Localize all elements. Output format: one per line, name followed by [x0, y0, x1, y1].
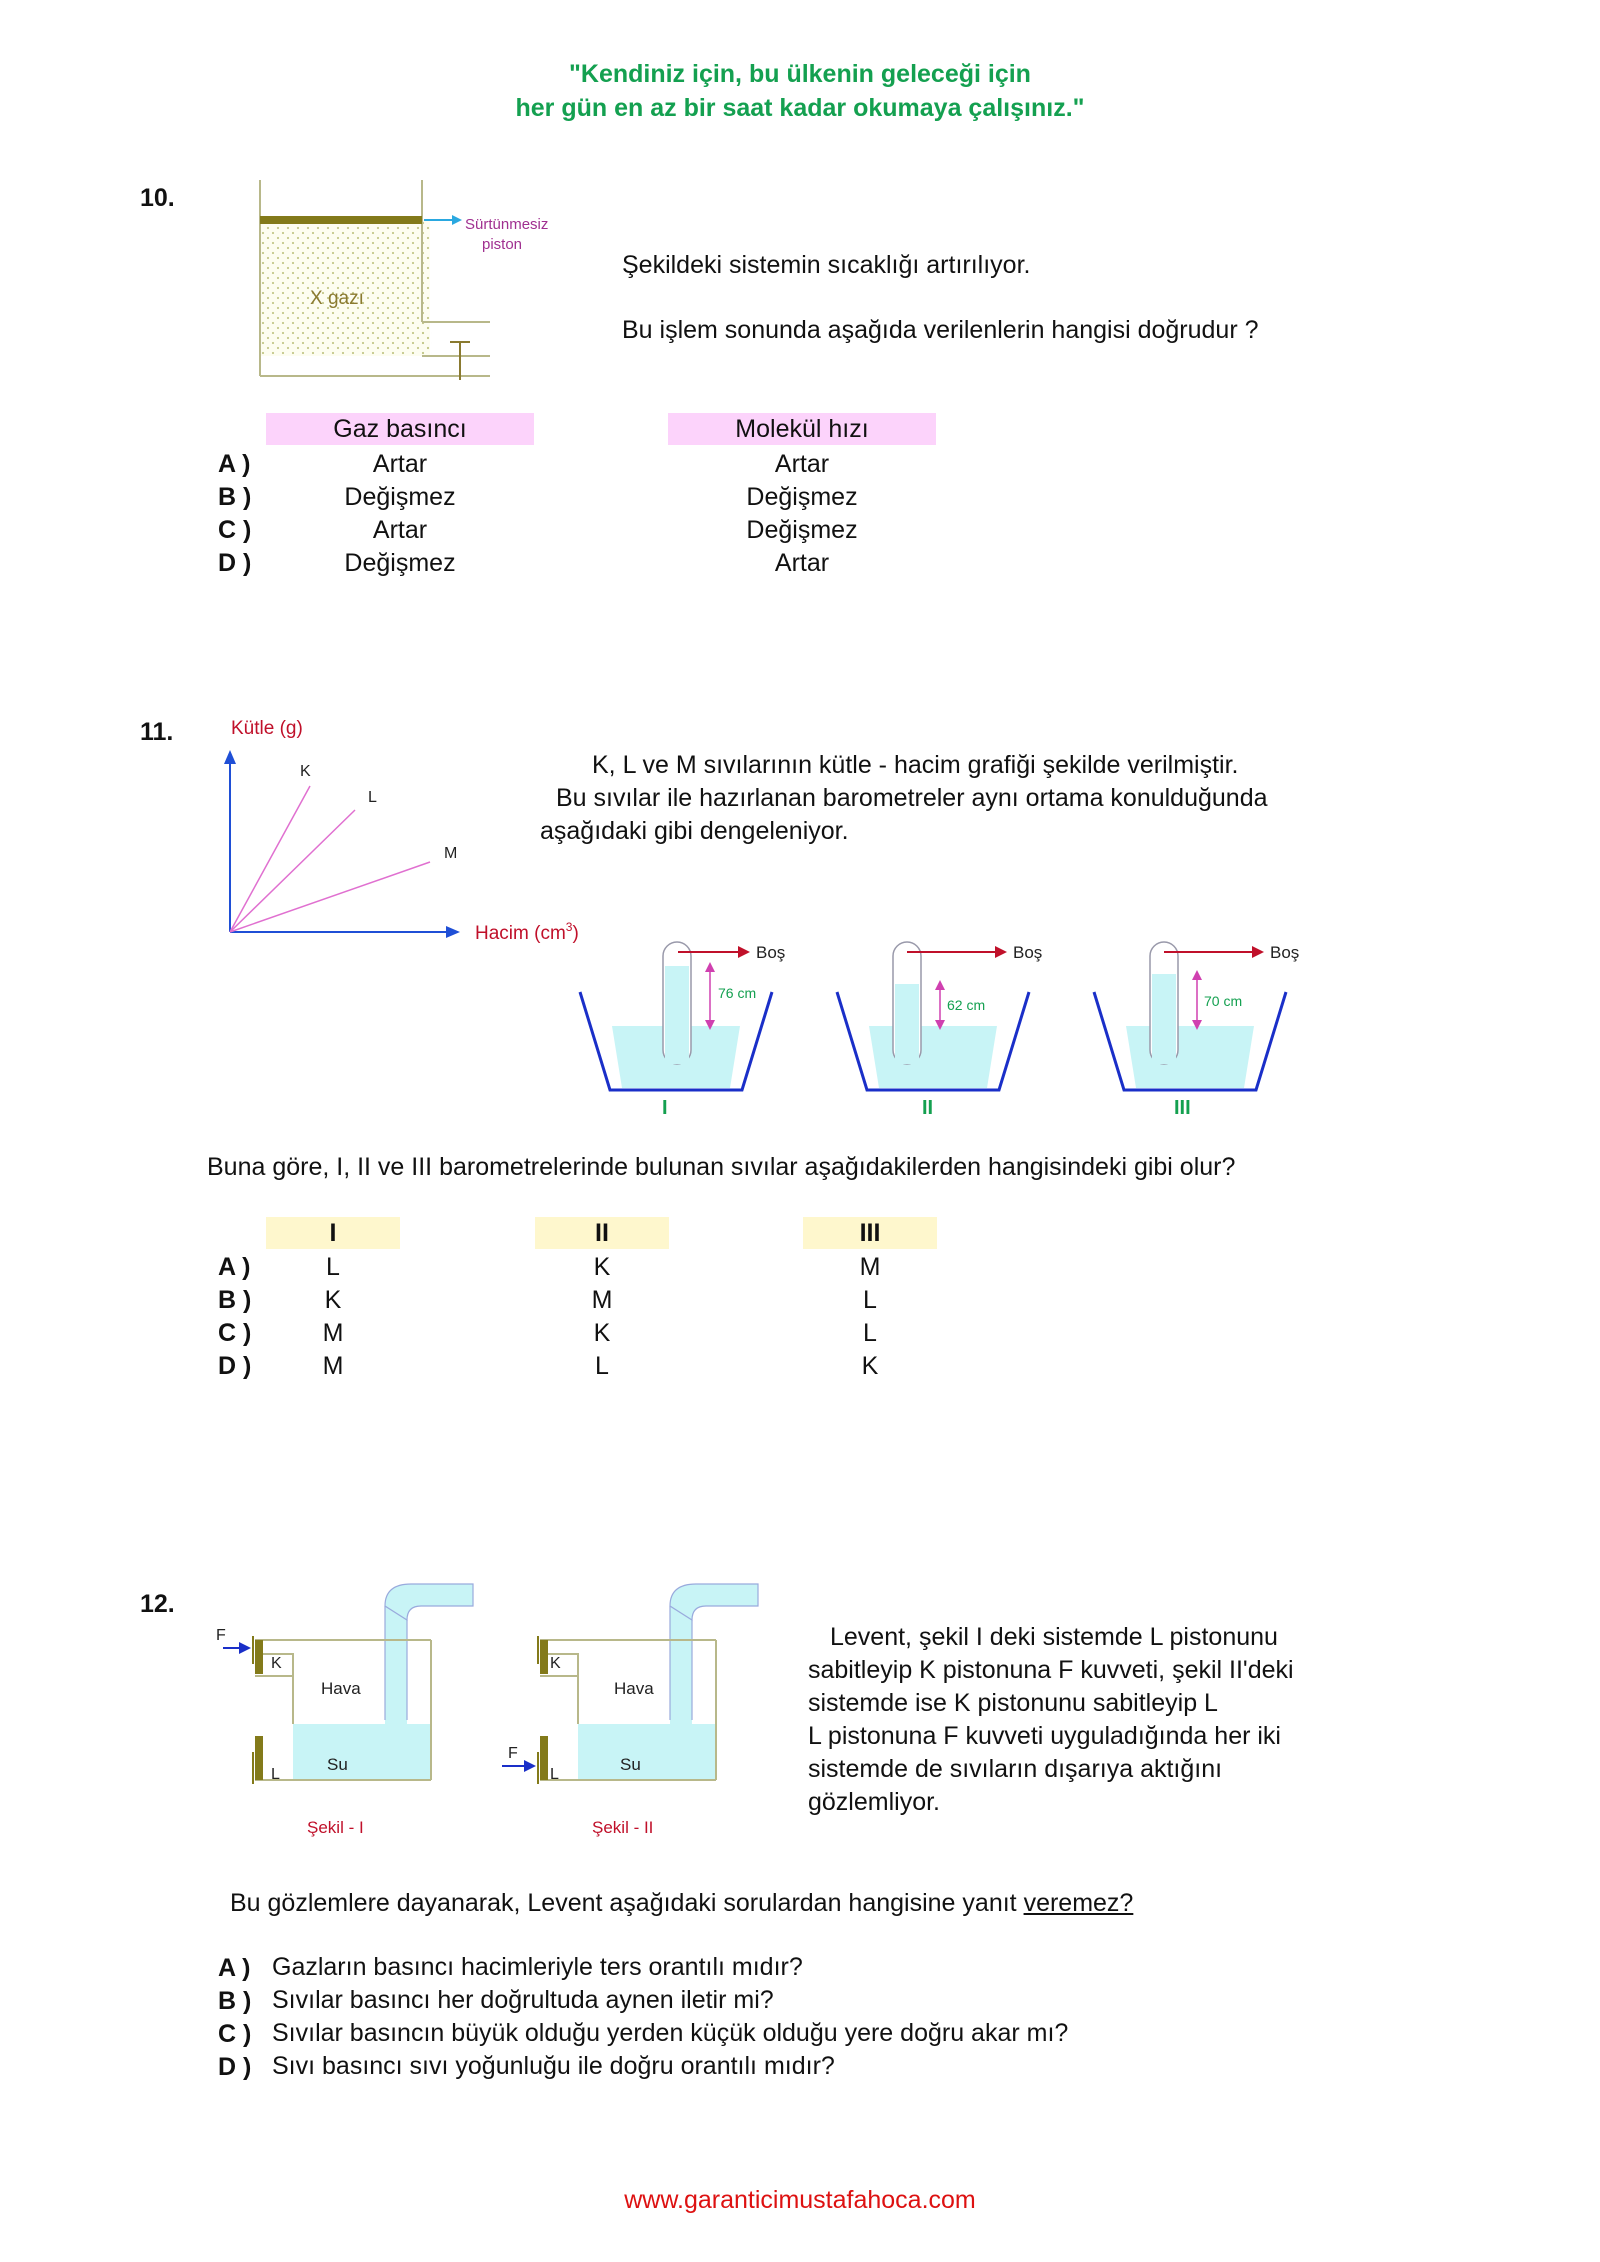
- q12-option-d-text: Sıvı basıncı sıvı yoğunluğu ile doğru orantılı mıdır?: [272, 2052, 835, 2080]
- svg-text:F: F: [216, 1627, 226, 1644]
- gas-label: X gazı: [310, 288, 364, 309]
- force-arrow-icon: [524, 1760, 536, 1772]
- q11-option-c-ii: K: [593, 1319, 611, 1347]
- q11-option-b-iii: L: [863, 1286, 877, 1314]
- q11-option-b-ii: M: [591, 1286, 613, 1314]
- question-12-number: 12.: [140, 1590, 175, 1618]
- graph-x-label: Hacim $(cm^3)$: [475, 920, 579, 944]
- svg-text:Boş: Boş: [1270, 943, 1300, 962]
- force-arrow-icon: [239, 1642, 251, 1654]
- q11-option-b-i: K: [324, 1286, 342, 1314]
- q11-option-a-label[interactable]: A ): [218, 1253, 251, 1281]
- q12-option-c-text: Sıvılar basıncın büyük olduğu yerden küçük olduğu yere doğru akar mı?: [272, 2019, 1069, 2047]
- sekil-2-figure: [490, 1580, 790, 1850]
- svg-text:Boş: Boş: [756, 943, 786, 962]
- q10-option-a-label[interactable]: A ): [218, 450, 251, 478]
- q12-question-underlined: veremez?: [1023, 1889, 1134, 1917]
- q12-text-line-1: Levent, şekil I deki sistemde L pistonunu: [830, 1623, 1278, 1651]
- graph-line-k: [230, 786, 310, 932]
- q10-header-speed: Molekül hızı: [668, 413, 936, 445]
- q12-text-line-6: gözlemliyor.: [808, 1788, 940, 1816]
- svg-text:I: I: [662, 1097, 668, 1119]
- barometer-2: [837, 942, 1042, 1119]
- piston-label-2: piston: [482, 236, 523, 253]
- q11-text-1: K, L ve M sıvılarının kütle - hacim grafiği şekilde verilmiştir.: [592, 751, 1239, 779]
- q11-option-a-iii: M: [859, 1253, 881, 1281]
- footer-website-link[interactable]: www.garanticimustafahoca.com: [624, 2186, 976, 2214]
- svg-text:III: III: [1174, 1097, 1191, 1119]
- piston-l: [255, 1736, 263, 1780]
- q10-option-b-speed: Değişmez: [746, 483, 858, 511]
- q10-option-b-pressure: Değişmez: [344, 483, 456, 511]
- svg-text:76 cm: 76 cm: [718, 985, 757, 1001]
- barometer-1: [580, 942, 785, 1119]
- sekil-1-figure: [205, 1580, 505, 1850]
- piston-k: [540, 1640, 548, 1674]
- q10-option-c-speed: Değişmez: [746, 516, 858, 544]
- svg-text:70 cm: 70 cm: [1204, 993, 1243, 1009]
- q12-option-d-label[interactable]: D ): [218, 2053, 252, 2081]
- motto-line-2: her gün en az bir saat kadar okumaya çalışınız.": [515, 94, 1085, 122]
- y-axis-arrow-icon: [224, 750, 236, 764]
- q11-text-3: aşağıdaki gibi dengeleniyor.: [540, 817, 849, 845]
- svg-text:K: K: [271, 1655, 282, 1672]
- q10-header-pressure: Gaz basıncı: [266, 413, 534, 445]
- question-11-number: 11.: [140, 718, 174, 746]
- q12-text-line-3: sistemde ise K pistonunu sabitleyip L: [808, 1689, 1218, 1717]
- q10-option-c-label[interactable]: C ): [218, 516, 252, 544]
- svg-text:F: F: [508, 1745, 518, 1762]
- svg-text:K: K: [550, 1655, 561, 1672]
- svg-text:Hava: Hava: [614, 1679, 654, 1698]
- barometers-figure: [570, 930, 1300, 1130]
- piston-k: [255, 1640, 263, 1674]
- q12-option-b-label[interactable]: B ): [218, 1987, 252, 2015]
- q11-text-2: Bu sıvılar ile hazırlanan barometreler aynı ortama konulduğunda: [556, 784, 1268, 812]
- q12-text-line-4: L pistonuna F kuvveti uyguladığında her iki: [808, 1722, 1281, 1750]
- svg-text:62 cm: 62 cm: [947, 997, 986, 1013]
- q11-header-i: I: [266, 1217, 400, 1249]
- svg-text:Şekil - II: Şekil - II: [592, 1818, 654, 1837]
- q12-text-line-2: sabitleyip K pistonuna F kuvveti, şekil II'deki: [808, 1656, 1294, 1684]
- graph-y-label: Kütle (g): [231, 718, 303, 739]
- q12-text-line-5: sistemde de sıvıların dışarıya aktığını: [808, 1755, 1223, 1783]
- q11-option-d-ii: L: [595, 1352, 609, 1380]
- q11-header-iii: III: [803, 1217, 937, 1249]
- piston-bar: [260, 216, 422, 224]
- motto-line-1: "Kendiniz için, bu ülkenin geleceği için: [569, 60, 1031, 88]
- svg-text:Boş: Boş: [1013, 943, 1043, 962]
- x-axis-arrow-icon: [446, 926, 460, 938]
- graph-line-l: [230, 810, 355, 932]
- svg-text:L: L: [271, 1766, 280, 1783]
- graph-label-m: M: [444, 845, 458, 862]
- q11-option-c-iii: L: [863, 1319, 877, 1347]
- outlet-pipe: [385, 1584, 473, 1620]
- q10-text-2: Bu işlem sonunda aşağıda verilenlerin hangisi doğrudur ?: [622, 316, 1259, 344]
- q11-option-a-ii: K: [593, 1253, 611, 1281]
- piston-l: [540, 1736, 548, 1780]
- q11-option-d-label[interactable]: D ): [218, 1352, 252, 1380]
- barometer-3: [1094, 942, 1299, 1119]
- q11-option-b-label[interactable]: B ): [218, 1286, 252, 1314]
- q11-question: Buna göre, I, II ve III barometrelerinde bulunan sıvılar aşağıdakilerden hangisindeki gibi olur?: [207, 1153, 1236, 1181]
- q11-option-c-i: M: [322, 1319, 344, 1347]
- q10-option-d-speed: Artar: [774, 549, 830, 577]
- q10-option-a-pressure: Artar: [372, 450, 428, 478]
- graph-label-k: K: [300, 763, 311, 780]
- svg-text:Hava: Hava: [321, 1679, 361, 1698]
- svg-text:II: II: [922, 1097, 934, 1119]
- graph-line-m: [230, 862, 430, 932]
- q11-header-ii: II: [535, 1217, 669, 1249]
- q10-option-b-label[interactable]: B ): [218, 483, 252, 511]
- svg-text:L: L: [550, 1766, 559, 1783]
- q10-option-a-speed: Artar: [774, 450, 830, 478]
- svg-text:Su: Su: [620, 1755, 641, 1774]
- svg-text:Şekil - I: Şekil - I: [307, 1818, 364, 1837]
- question-10-number: 10.: [140, 184, 175, 212]
- q11-option-c-label[interactable]: C ): [218, 1319, 252, 1347]
- q11-option-d-i: M: [322, 1352, 344, 1380]
- q10-text-1: Şekildeki sistemin sıcaklığı artırılıyor.: [622, 251, 1031, 279]
- q10-option-d-label[interactable]: D ): [218, 549, 252, 577]
- q12-question: Bu gözlemlere dayanarak, Levent aşağıdaki sorulardan hangisine yanıt veremez?: [230, 1889, 1134, 1917]
- q11-option-a-i: L: [326, 1253, 340, 1281]
- q12-option-a-label[interactable]: A ): [218, 1954, 251, 1982]
- svg-text:Su: Su: [327, 1755, 348, 1774]
- q12-option-c-label[interactable]: C ): [218, 2020, 252, 2048]
- q11-option-d-iii: K: [861, 1352, 879, 1380]
- graph-label-l: L: [368, 789, 377, 806]
- outlet-pipe: [670, 1584, 758, 1620]
- q12-option-b-text: Sıvılar basıncı her doğrultuda aynen iletir mi?: [272, 1986, 774, 2014]
- q12-option-a-text: Gazların basıncı hacimleriyle ters orantılı mıdır?: [272, 1953, 803, 1981]
- q10-option-c-pressure: Artar: [372, 516, 428, 544]
- q10-option-d-pressure: Değişmez: [344, 549, 456, 577]
- piston-gas-figure: [250, 180, 580, 390]
- piston-label-1: Sürtünmesiz: [465, 216, 549, 233]
